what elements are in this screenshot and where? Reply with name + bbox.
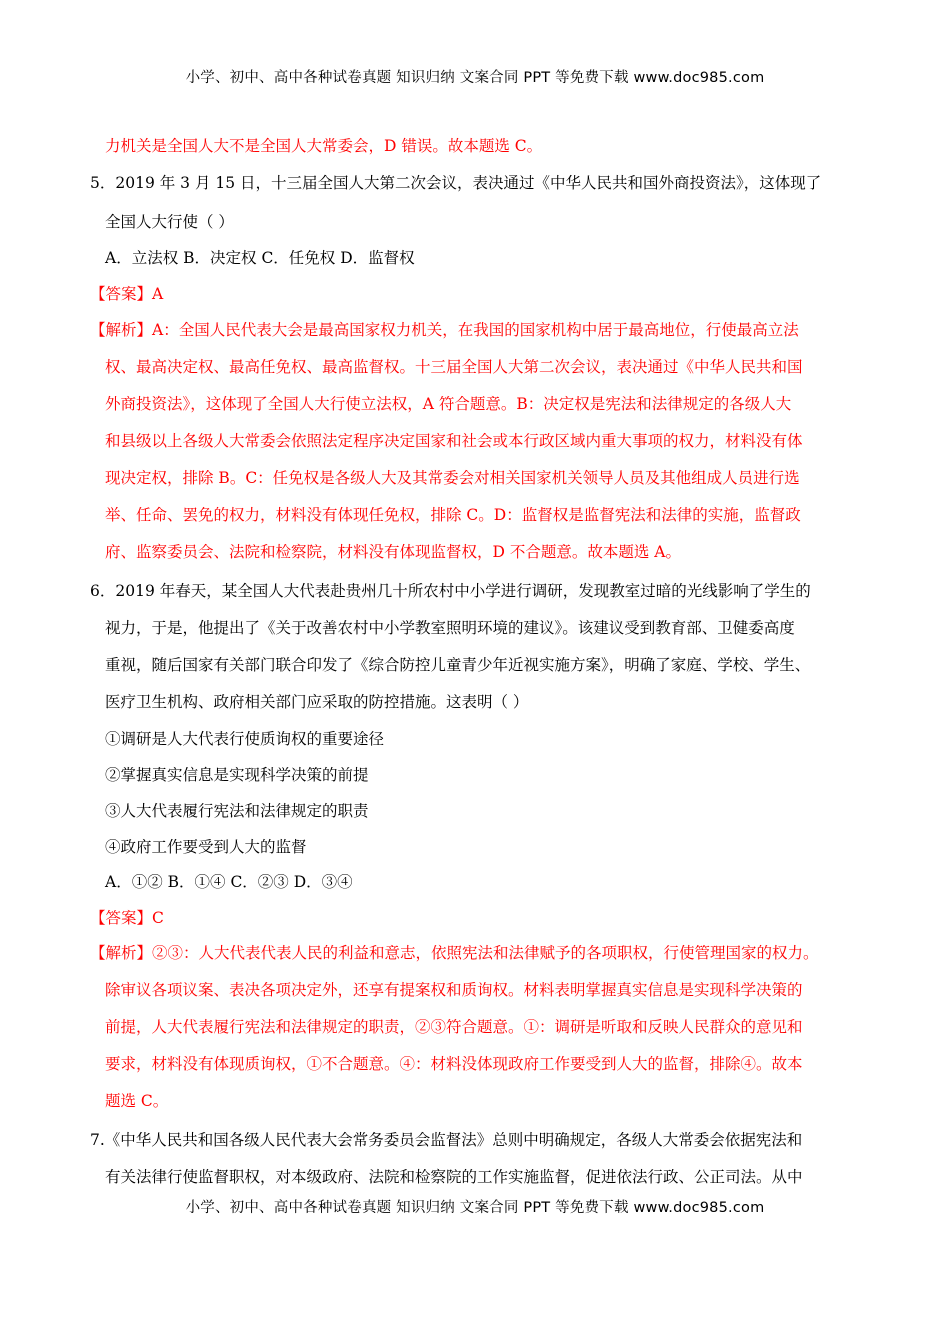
- answer-text-line: 力机关是全国人大不是全国人大常委会，D 错误。故本题选 C。: [105, 137, 543, 155]
- question-6-analysis-cont: 除审议各项议案、表决各项决定外，还享有提案权和质询权。材料表明掌握真实信息是实现科学决策的: [105, 981, 803, 999]
- question-7-stem: 7.《中华人民共和国各级人民代表大会常务委员会监督法》总则中明确规定，各级人大常委会依据宪法和: [90, 1131, 803, 1149]
- question-5-analysis-cont: 举、任命、罢免的权力，材料没有体现任免权，排除 C。D：监督权是监督宪法和法律的实施，监督政: [105, 506, 801, 524]
- question-6-statement-3: ③人大代表履行宪法和法律规定的职责: [105, 802, 369, 820]
- question-5-options: A．立法权 B．决定权 C．任免权 D．监督权: [105, 249, 415, 267]
- question-6-analysis: 【解析】②③：人大代表代表人民的利益和意志，依照宪法和法律赋予的各项职权，行使管理国家的权力。: [90, 944, 819, 962]
- question-6-stem-cont: 医疗卫生机构、政府相关部门应采取的防控措施。这表明（ ）: [105, 693, 529, 711]
- question-5-analysis: 【解析】A：全国人民代表大会是最高国家权力机关，在我国的国家机构中居于最高地位，行使最高立法: [90, 321, 799, 339]
- question-6-analysis-cont: 前提，人大代表履行宪法和法律规定的职责，②③符合题意。①：调研是听取和反映人民群众的意见和: [105, 1018, 803, 1036]
- question-5-analysis-cont: 现决定权，排除 B。C：任免权是各级人大及其常委会对相关国家机关领导人员及其他组成人员进行选: [105, 469, 800, 487]
- question-6-answer: 【答案】C: [90, 909, 164, 927]
- page-header: 小学、初中、高中各种试卷真题 知识归纳 文案合同 PPT 等免费下载 www.doc985.com: [185, 70, 765, 86]
- question-5-stem-cont: 全国人大行使（ ）: [105, 213, 234, 231]
- question-6-statement-1: ①调研是人大代表行使质询权的重要途径: [105, 730, 385, 748]
- question-6-stem-cont: 重视，随后国家有关部门联合印发了《综合防控儿童青少年近视实施方案》，明确了家庭、学校、学生、: [105, 656, 811, 674]
- question-7-stem-cont: 有关法律行使监督职权，对本级政府、法院和检察院的工作实施监督，促进依法行政、公正司法。从中: [105, 1168, 803, 1186]
- question-5-analysis-cont: 和县级以上各级人大常委会依照法定程序决定国家和社会或本行政区域内重大事项的权力，材料没有体: [105, 432, 803, 450]
- question-6-statement-4: ④政府工作要受到人大的监督: [105, 838, 307, 856]
- question-5-stem: 5．2019 年 3 月 15 日，十三届全国人大第二次会议，表决通过《中华人民共和国外商投资法》，这体现了: [90, 174, 822, 192]
- question-5-analysis-cont: 权、最高决定权、最高任免权、最高监督权。十三届全国人大第二次会议，表决通过《中华人民共和国: [105, 358, 803, 376]
- question-6-analysis-cont: 题选 C。: [105, 1092, 169, 1110]
- question-6-analysis-cont: 要求，材料没有体现质询权，①不合题意。④：材料没体现政府工作要受到人大的监督，排除④。故本: [105, 1055, 803, 1073]
- question-5-analysis-cont: 外商投资法》，这体现了全国人大行使立法权，A 符合题意。B：决定权是宪法和法律规定的各级人大: [105, 395, 792, 413]
- page-footer: 小学、初中、高中各种试卷真题 知识归纳 文案合同 PPT 等免费下载 www.doc985.com: [185, 1200, 765, 1216]
- question-5-analysis-cont: 府、监察委员会、法院和检察院，材料没有体现监督权，D 不合题意。故本题选 A。: [105, 543, 681, 561]
- question-5-answer: 【答案】A: [90, 285, 164, 303]
- question-6-stem-cont: 视力，于是，他提出了《关于改善农村中小学教室照明环境的建议》。该建议受到教育部、卫健委高度: [105, 619, 795, 637]
- question-6-stem: 6．2019 年春天，某全国人大代表赴贵州几十所农村中小学进行调研，发现教室过暗的光线影响了学生的: [90, 582, 811, 600]
- question-6-options: A．①② B．①④ C．②③ D．③④: [105, 873, 353, 891]
- question-6-statement-2: ②掌握真实信息是实现科学决策的前提: [105, 766, 369, 784]
